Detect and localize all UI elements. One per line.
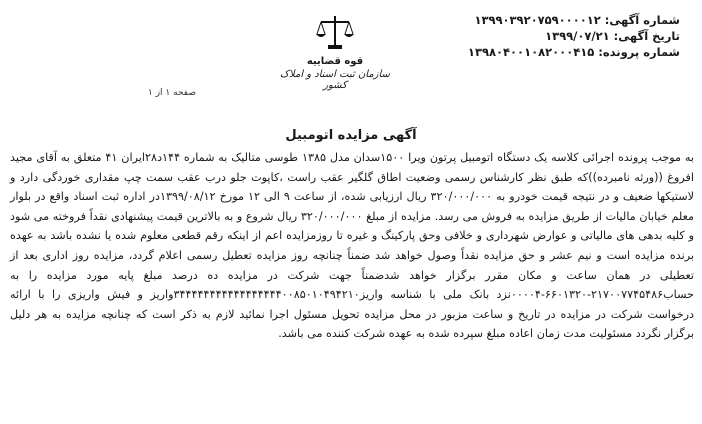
auction-notice-body: به موجب پرونده اجرائی کلاسه یک دستگاه اتومبیل پرتون ویرا ۱۵۰۰سدان مدل ۱۳۸۵ طوسی متالیک به شماره ۱۴۴د۲۸ایران ۴۱ متعلق به آقای مجید افروغ ((ورثه نامبرده))که طبق نظر کارشناس رسمی وضعیت اطاق گلگیر عقب راست ،کاپوت جلو درب عقب سمت چپ مقداری خوردگی دارد و لاستیکها ضعیف و در نتیجه قیمت خودرو به ۳۲۰/۰۰۰/۰۰۰ ریال ارزیابی شده، از ساعت ۹ الی ۱۲ مورخ ۱۳۹۹/۰۸/۱۲در اداره ثبت اسناد واقع در بلوار معلم خیابان مالیات از طریق مزایده به فروش می رسد. مزایده از مبلغ ۳۲۰/۰۰۰/۰۰۰ ریال شروع و به بالاترین قیمت پیشنهادی نقداً فروخته می شود و کلیه بدهی های مالیاتی و عوارض شهرداری و خلافی وحق پارکینگ و غیره تا روزمزایده اعم از اینکه رقم قطعی معلوم شده یا نشده باشد به عهده برنده مزایده است و نیم عشر و حق مزایده نقداً وصول خواهد شد ضمناً چنانچه روز مزایده تعطیل رسمی اعلام گردد، مزایده روز اداری بعد از تعطیلی در همان ساعت و مکان مقرر برگزار خواهد شدضمناً جهت شرکت در مزایده ده درصد مبلغ پایه مورد مزایده را به حساب۲۱۷۰۰۷۷۴۵۴۸۶-۶۶۰۱۳۲۰-۰۰۰۰۴نزد بانک ملی با شناسه واریز۳۴۴۴۴۴۴۴۴۴۴۴۴۴۴۴۴۴۰۰۸۵۰۱۰۴۹۴۲۱۰واریز و فیش واریزی را با ارائه درخواست شرکت در مزایده در تاریخ و ساعت مزبور در محل مزایده تحویل مسئول اجرا نمائید لازم به ذکر است که چنانچه مزایده به هر دلیل برگزار نگردد مسئولیت مدت زمان اعاده مبلغ سپرده شده به عهده شرکت کننده می باشد. <box>10 151 694 341</box>
case-number: شماره پرونده: ۱۳۹۸۰۴۰۰۱۰۸۲۰۰۰۴۱۵ <box>467 45 680 59</box>
scales-of-justice-icon <box>315 12 355 52</box>
logo-text-organization: سازمان ثبت اسناد و املاک کشور <box>280 69 390 91</box>
logo-text-judiciary: قوه قضاییه <box>306 56 364 67</box>
page-title: آگهی مزایده اتومبیل <box>285 128 417 143</box>
ad-date: تاریخ آگهی: ۱۳۹۹/۰۷/۲۱ <box>545 29 680 43</box>
page-number: صفحه ۱ از ۱ <box>148 88 196 98</box>
judiciary-logo <box>270 12 400 102</box>
ad-number: شماره آگهی: ۱۳۹۹۰۳۹۲۰۷۵۹۰۰۰۰۱۲ <box>474 13 680 27</box>
ad-metadata <box>468 12 680 60</box>
